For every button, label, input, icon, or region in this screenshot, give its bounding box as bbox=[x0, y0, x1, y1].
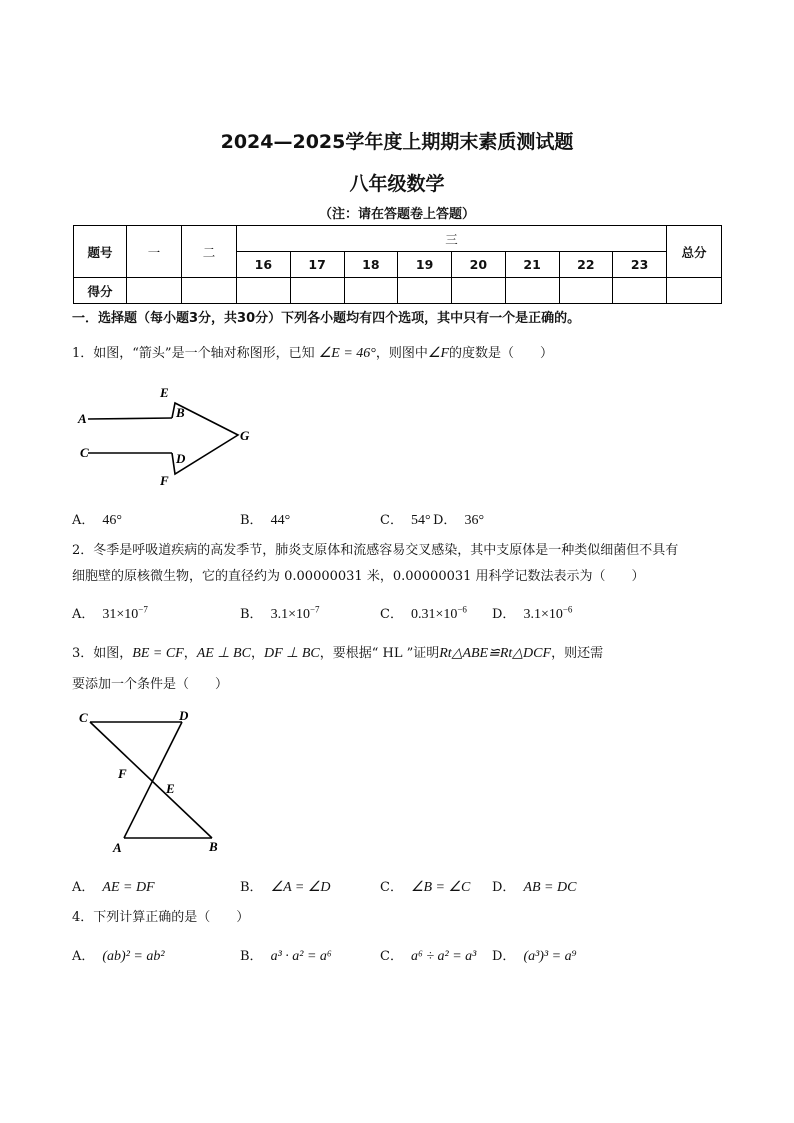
q1-option-c: C． 54° bbox=[380, 513, 431, 528]
question-2-line-2: 细胞壁的原核微生物，它的直径约为 0.00000031 米，0.00000031 用科学记数法表示为（ ） bbox=[72, 569, 645, 584]
exam-subtitle: 八年级数学 bbox=[349, 173, 445, 195]
q3-math-ae-perp-bc: AE ⊥ BC bbox=[196, 646, 251, 661]
score-cell bbox=[398, 278, 452, 304]
col-header: 18 bbox=[344, 252, 398, 278]
q1-text-2: ，则图中 bbox=[375, 346, 428, 361]
q2-option-c: C． $0.31\times 10^{-6}$ bbox=[380, 604, 467, 622]
arrow-figure bbox=[72, 378, 272, 490]
label-g: G bbox=[240, 428, 250, 443]
label-a: A bbox=[113, 840, 122, 855]
score-cell bbox=[505, 278, 559, 304]
col-header: 20 bbox=[452, 252, 506, 278]
score-table bbox=[73, 225, 722, 304]
label-d: D bbox=[179, 708, 189, 723]
score-cell bbox=[182, 278, 237, 304]
score-cell bbox=[613, 278, 667, 304]
label-f: F bbox=[118, 766, 127, 781]
q3-option-c: C． ∠B = ∠C bbox=[380, 880, 471, 895]
q1-math-angle-f: ∠F bbox=[427, 346, 449, 361]
score-cell bbox=[559, 278, 613, 304]
score-cell bbox=[667, 278, 722, 304]
q4-option-b: B． a³ · a² = a⁶ bbox=[240, 949, 332, 964]
col-header: 21 bbox=[505, 252, 559, 278]
q3-option-a: A． AE = DF bbox=[72, 880, 155, 895]
label-c: C bbox=[79, 710, 88, 725]
q1-text-1: 1．如图，“箭头”是一个轴对称图形，已知 bbox=[72, 346, 315, 361]
triangles-shape bbox=[90, 722, 212, 838]
question-3-line-1: 3．如图，BE = CF，AE ⊥ BC，DF ⊥ BC，要根据“ HL ”证明Rt△ABE≌Rt△DCF，则还需 bbox=[72, 646, 604, 661]
score-cell bbox=[237, 278, 291, 304]
exam-title: 2024—2025学年度上期期末素质测试题 bbox=[220, 131, 574, 153]
label-b: B bbox=[176, 405, 185, 420]
q2-option-a: A． $31\times 10^{-7}$ bbox=[72, 604, 148, 622]
question-4-stem: 4．下列计算正确的是（ ） bbox=[72, 910, 250, 925]
score-cell bbox=[452, 278, 506, 304]
q4-option-c: C． a⁶ ÷ a² = a³ bbox=[380, 949, 477, 964]
label-b: B bbox=[209, 839, 218, 854]
q3-option-d: D． AB = DC bbox=[492, 880, 577, 895]
q3-math-be-cf: BE = CF bbox=[132, 646, 184, 661]
col-header: 22 bbox=[559, 252, 613, 278]
q1-option-a: A． 46° bbox=[72, 513, 122, 528]
label-d: D bbox=[176, 451, 186, 466]
col-header: 23 bbox=[613, 252, 667, 278]
label-c: C bbox=[80, 445, 89, 460]
question-3-line-2: 要添加一个条件是（ ） bbox=[72, 677, 229, 692]
header-total: 总分 bbox=[667, 226, 722, 278]
header-part-three: 三 bbox=[237, 226, 667, 252]
q3-math-df-perp-bc: DF ⊥ BC bbox=[263, 646, 320, 661]
q3-option-b: B． ∠A = ∠D bbox=[240, 880, 331, 895]
question-1-stem bbox=[72, 345, 553, 363]
exam-note: （注：请在答题卷上答题） bbox=[318, 207, 475, 222]
header-part-two: 二 bbox=[182, 226, 237, 278]
header-part-one: 一 bbox=[127, 226, 182, 278]
arrow-shape bbox=[88, 403, 238, 474]
q4-option-a: A． (ab)² = ab² bbox=[72, 949, 165, 964]
q1-option-b: B． 44° bbox=[240, 513, 291, 528]
q3-math-congruence: Rt△ABE≌Rt△DCF bbox=[439, 646, 552, 661]
col-header: 17 bbox=[290, 252, 344, 278]
label-e: E bbox=[166, 781, 175, 796]
q4-option-d: D． (a³)³ = a⁹ bbox=[492, 949, 577, 964]
triangles-figure bbox=[75, 705, 235, 855]
question-2-line-1: 2．冬季是呼吸道疾病的高发季节，肺炎支原体和流感容易交叉感染，其中支原体是一种类似细菌但不具有 bbox=[72, 543, 679, 558]
q1-option-d: D． 36° bbox=[433, 513, 485, 528]
q2-option-b: B． $3.1\times 10^{-7}$ bbox=[240, 604, 320, 622]
q1-text-3: 的度数是（ ） bbox=[449, 346, 554, 361]
row-header-score: 得分 bbox=[74, 278, 127, 304]
col-header: 16 bbox=[237, 252, 291, 278]
label-e: E bbox=[160, 385, 169, 400]
score-cell bbox=[290, 278, 344, 304]
score-cell bbox=[344, 278, 398, 304]
q2-option-d: D． $3.1\times 10^{-6}$ bbox=[492, 604, 573, 622]
label-f: F bbox=[160, 473, 169, 488]
score-cell bbox=[127, 278, 182, 304]
label-a: A bbox=[78, 411, 87, 426]
header-question-number: 题号 bbox=[74, 226, 127, 278]
q1-math-angle-e: ∠E = 46° bbox=[318, 346, 376, 361]
section-one-heading: 一．选择题（每小题3分，共30分）下列各小题均有四个选项，其中只有一个是正确的。 bbox=[72, 311, 581, 326]
col-header: 19 bbox=[398, 252, 452, 278]
